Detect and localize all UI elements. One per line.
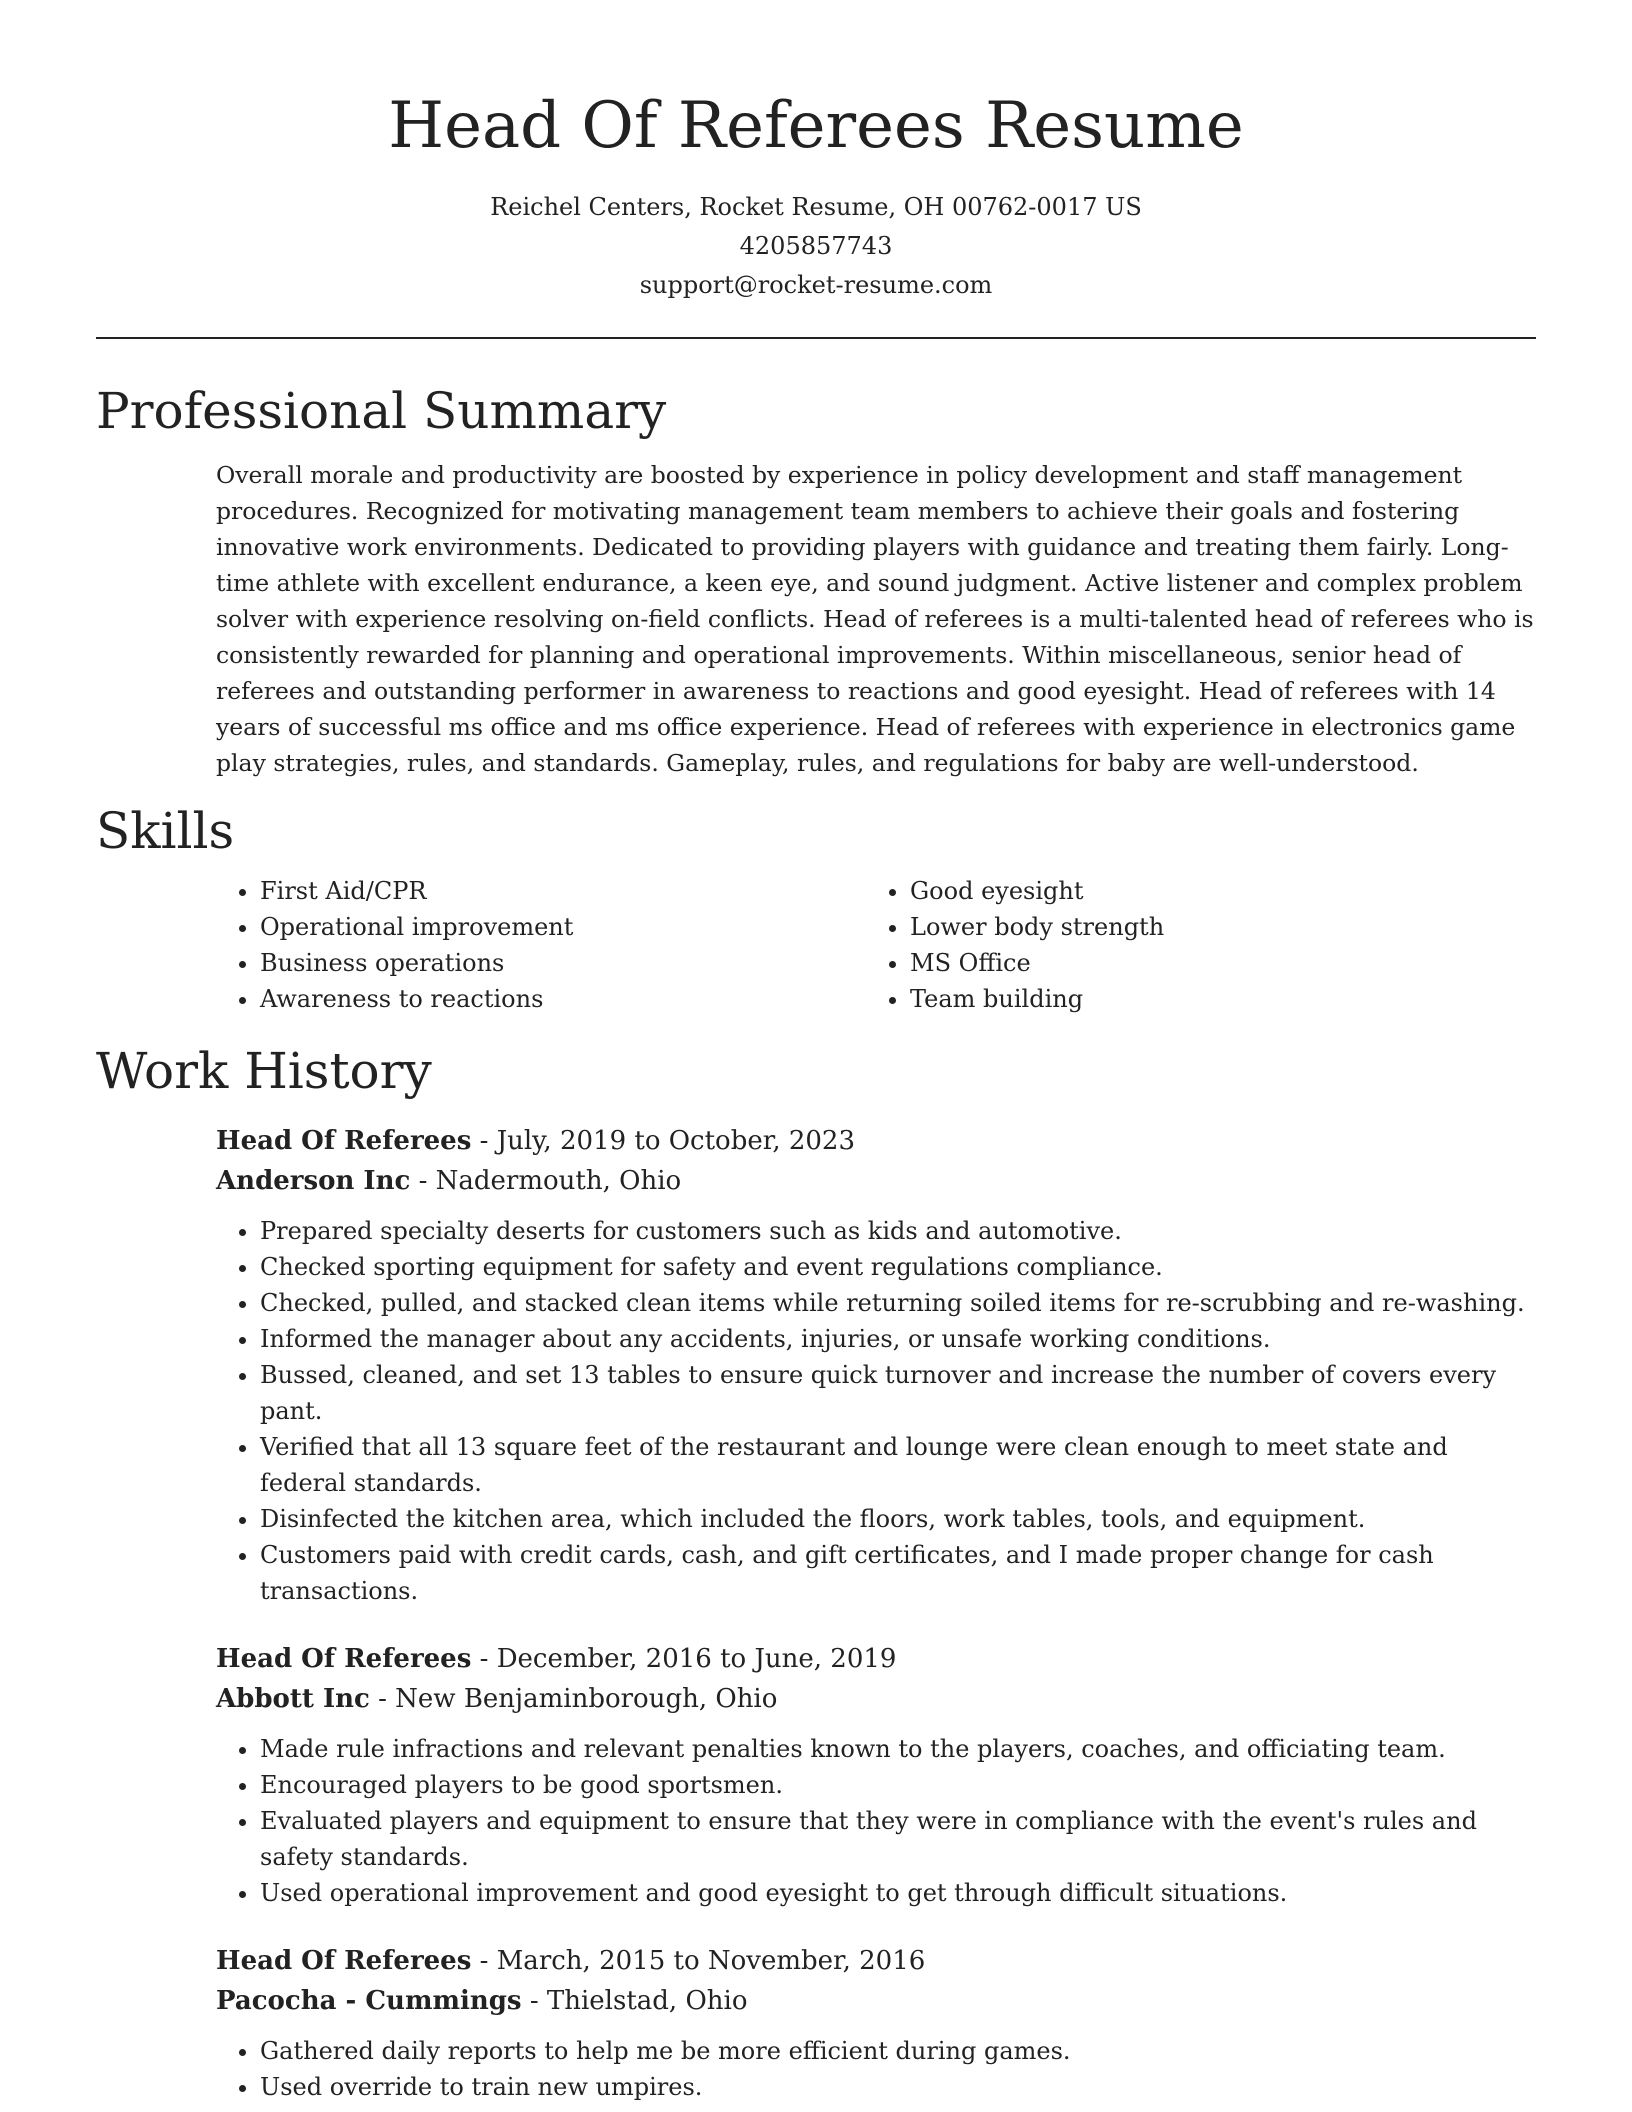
job-company-line [216,1161,1536,1201]
job-duties [216,1731,1536,1911]
job-role: Head Of Referees [216,1946,472,1976]
job-duty-item: • Disinfected the kitchen area, which included the floors, work tables, tools, and equipment. [260,1501,1536,1537]
contact-email[interactable]: support@rocket-resume.com [639,271,993,299]
contact-phone: 4205857743 [739,232,893,260]
job-duty-item: • Used operational improvement and good eyesight to get through difficult situations. [260,1875,1536,1911]
skill-item: • Good eyesight [910,873,1516,909]
resume-title: Head Of Referees Resume [388,89,1244,163]
job-dates: - December, 2016 to June, 2019 [471,1644,897,1674]
job-duty-item: • Informed the manager about any accidents, injuries, or unsafe working conditions. [260,1321,1536,1357]
contact-block [96,188,1536,305]
job-location: - Nadermouth, Ohio [410,1166,682,1196]
job-title-line [216,1941,1536,1981]
job-duty-item: • Evaluated players and equipment to ensure that they were in compliance with the event's rules and safety standards. [260,1803,1536,1875]
summary-heading: Professional Summary [96,382,667,440]
job-title-line [216,1639,1536,1679]
job-duty-item: • Prepared specialty deserts for customers such as kids and automotive. [260,1213,1536,1249]
job-duty-item: • Encouraged players to be good sportsmen. [260,1767,1536,1803]
job-title-line [216,1121,1536,1161]
job-entry [216,1639,1536,1911]
resume-page [96,0,1536,2105]
job-duties [216,1213,1536,1609]
skill-item: • Awareness to reactions [260,981,866,1017]
summary-text: Overall morale and productivity are boosted by experience in policy development and staff management procedures. Recognized for motivating management team members to achieve their goals and fostering innovative work environments. Dedicated to providing players with guidance and treating them fairly. Long-time athlete with excellent endurance, a keen eye, and sound judgment. Active listener and complex problem solver with experience resolving on-field conflicts. Head of referees is a multi-talented head of referees who is consistently rewarded for planning and operational improvements. Within miscellaneous, senior head of referees and outstanding performer in awareness to reactions and good eyesight. Head of referees with 14 years of successful ms office and ms office experience. Head of referees with experience in electronics game play strategies, rules, and standards. Gameplay, rules, and regulations for baby are well-understood. [216,461,1534,777]
job-dates: - July, 2019 to October, 2023 [471,1126,856,1156]
job-duty-item: • Customers paid with credit cards, cash, and gift certificates, and I made proper change for cash transactions. [260,1537,1536,1609]
skill-item: • MS Office [910,945,1516,981]
job-duty-item: • Verified that all 13 square feet of the restaurant and lounge were clean enough to meet state and federal standards. [260,1429,1536,1501]
job-duty-item: • Used override to train new umpires. [260,2069,1536,2105]
job-company-line [216,1981,1536,2021]
job-company-line [216,1679,1536,1719]
job-duty-item: • Checked, pulled, and stacked clean items while returning soiled items for re-scrubbing and re-washing. [260,1285,1536,1321]
skills-column-right [866,873,1516,1017]
skill-item: • Business operations [260,945,866,981]
skills-heading: Skills [96,802,235,860]
job-role: Head Of Referees [216,1126,472,1156]
job-role: Head Of Referees [216,1644,472,1674]
job-duties [216,2033,1536,2105]
job-dates: - March, 2015 to November, 2016 [471,1946,926,1976]
skill-item: • Team building [910,981,1516,1017]
job-duty-item: • Bussed, cleaned, and set 13 tables to ensure quick turnover and increase the number of covers every pant. [260,1357,1536,1429]
job-entry [216,1121,1536,1609]
header-divider [96,337,1536,339]
job-company: Pacocha - Cummings [216,1986,522,2016]
job-duty-item: • Checked sporting equipment for safety and event regulations compliance. [260,1249,1536,1285]
work-history-heading: Work History [96,1042,432,1100]
skills-column-left [216,873,866,1017]
job-location: - New Benjaminborough, Ohio [369,1684,778,1714]
contact-address: Reichel Centers, Rocket Resume, OH 00762-0017 US [490,193,1142,221]
resume-header [96,0,1536,305]
job-duty-item: • Made rule infractions and relevant penalties known to the players, coaches, and officiating team. [260,1731,1536,1767]
skills-list [216,873,1536,1017]
job-duty-item: • Gathered daily reports to help me be more efficient during games. [260,2033,1536,2069]
skill-item: • Lower body strength [910,909,1516,945]
job-company: Anderson Inc [216,1166,411,1196]
skill-item: • Operational improvement [260,909,866,945]
job-location: - Thielstad, Ohio [521,1986,748,2016]
skill-item: • First Aid/CPR [260,873,866,909]
job-entry [216,1941,1536,2105]
job-company: Abbott Inc [216,1684,370,1714]
